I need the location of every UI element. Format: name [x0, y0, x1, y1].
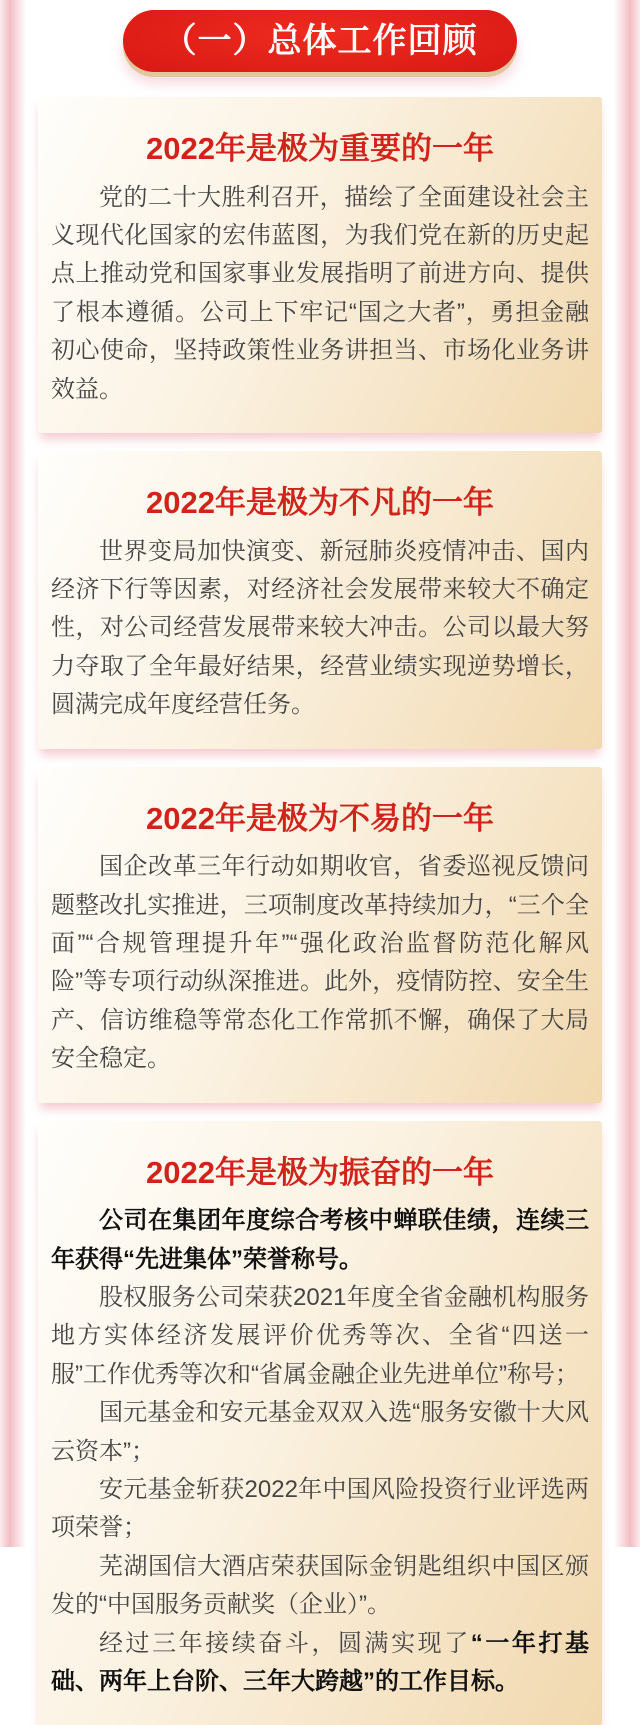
card-paragraph-closing: [51, 1625, 589, 1702]
card-paragraph: 股权服务公司荣获2021年度全省金融机构服务地方实体经济发展评价优秀等次、全省“四送一服”工作优秀等次和“省属金融企业先进单位”称号；: [51, 1283, 589, 1388]
card-paragraph: 世界变局加快演变、新冠肺炎疫情冲击、国内经济下行等因素，对经济社会发展带来较大不确定性，对公司经营发展带来较大冲击。公司以最大努力夺取了全年最好结果，经营业绩实现逆势增长，圆满完成年度经营任务。: [51, 537, 589, 719]
section-header: [0, 0, 640, 72]
card-paragraph: 芜湖国信大酒店荣获国际金钥匙组织中国区颁发的“中国服务贡献奖（企业）”。: [51, 1552, 589, 1619]
card-paragraph: 安元基金斩获2022年中国风险投资行业评选两项荣誉；: [51, 1475, 589, 1542]
card-title: 2022年是极为振奋的一年: [146, 1154, 494, 1190]
card-paragraph-lead-bold: 公司在集团年度综合考核中蝉联佳绩，连续三年获得“先进集体”荣誉称号。: [51, 1207, 589, 1273]
card-paragraph: 党的二十大胜利召开，描绘了全面建设社会主义现代化国家的宏伟蓝图，为我们党在新的历史起点上推动党和国家事业发展指明了前进方向、提供了根本遵循。公司上下牢记“国之大者”，勇担金融初心使命，坚持政策性业务讲担当、市场化业务讲效益。: [51, 183, 589, 403]
year-card-important: [38, 97, 602, 433]
card-paragraph: 国元基金和安元基金双双入选“服务安徽十大风云资本”；: [51, 1399, 589, 1465]
year-card-extraordinary: [38, 451, 602, 749]
card-title: 2022年是极为不易的一年: [146, 800, 494, 836]
card-title: 2022年是极为不凡的一年: [146, 484, 494, 520]
year-card-difficult: [38, 767, 602, 1103]
closing-bold-goal: “一年打基础、两年上台阶、三年大跨越”的工作目标。: [51, 1629, 590, 1695]
section-banner-text: （一）总体工作回顾: [162, 22, 478, 60]
card-title: 2022年是极为重要的一年: [146, 131, 494, 166]
card-paragraph: 国企改革三年行动如期收官，省委巡视反馈问题整改扎实推进，三项制度改革持续加力，“三个全面”“合规管理提升年”“强化政治监督防范化解风险”等专项行动纵深推进。此外，疫情防控、安全生产、信访维稳等常态化工作常抓不懈，确保了大局安全稳定。: [51, 853, 589, 1073]
closing-prefix: 经过三年接续奋斗，圆满实现了: [99, 1629, 471, 1657]
card-list: [0, 72, 640, 1725]
section-banner: [123, 10, 517, 72]
year-card-inspiring: [38, 1121, 602, 1725]
